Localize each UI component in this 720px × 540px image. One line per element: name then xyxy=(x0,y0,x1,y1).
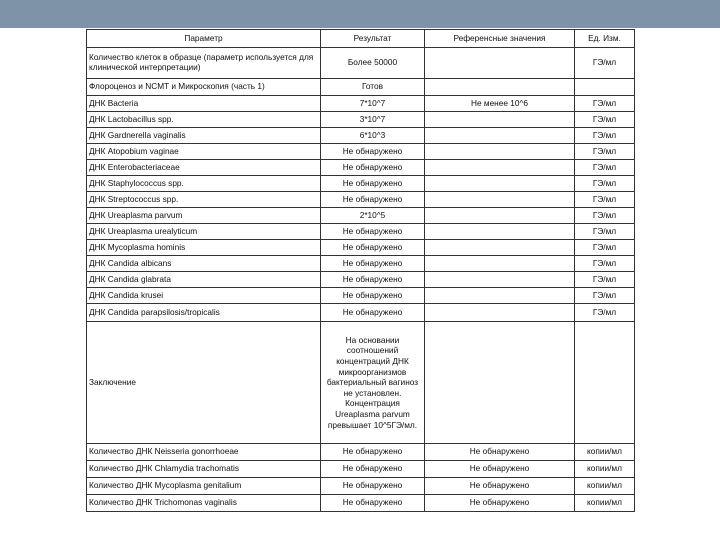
table-row xyxy=(87,444,635,461)
row-unit: ГЭ/мл xyxy=(575,304,635,322)
row-parameter: ДНК Ureaplasma parvum xyxy=(87,208,321,224)
row-result: Не обнаружено xyxy=(321,461,425,478)
table-row xyxy=(87,304,635,322)
row-reference: Не обнаружено xyxy=(425,478,575,495)
row-result: Не обнаружено xyxy=(321,304,425,322)
row-parameter: Количество ДНК Chlamydia trachomatis xyxy=(87,461,321,478)
row-unit: ГЭ/мл xyxy=(575,112,635,128)
row-parameter: ДНК Candida albicans xyxy=(87,256,321,272)
row-parameter: ДНК Streptococcus spp. xyxy=(87,192,321,208)
row-unit: копии/мл xyxy=(575,478,635,495)
table-row xyxy=(87,461,635,478)
row-reference xyxy=(425,48,575,79)
row-parameter: ДНК Candida krusei xyxy=(87,288,321,304)
row-reference xyxy=(425,224,575,240)
row-reference xyxy=(425,192,575,208)
conclusion-unit-empty xyxy=(575,322,635,444)
table-row xyxy=(87,144,635,160)
row-parameter: ДНК Ureaplasma urealyticum xyxy=(87,224,321,240)
row-unit: ГЭ/мл xyxy=(575,224,635,240)
row-unit: ГЭ/мл xyxy=(575,288,635,304)
conclusion-row xyxy=(87,322,635,444)
top-banner xyxy=(0,0,720,28)
table-row xyxy=(87,240,635,256)
conclusion-text: На основании соотношений концентраций ДНК микроорганизмов бактериальный вагиноз не установлен. Концентрация Ureaplasma parvum превышает 10^5ГЭ/мл. xyxy=(321,322,425,444)
table-row xyxy=(87,478,635,495)
table-header-row xyxy=(87,30,635,48)
row-parameter: ДНК Staphylococcus spp. xyxy=(87,176,321,192)
row-reference xyxy=(425,112,575,128)
table-row xyxy=(87,192,635,208)
row-result: Не обнаружено xyxy=(321,224,425,240)
row-unit: ГЭ/мл xyxy=(575,128,635,144)
row-unit xyxy=(575,79,635,96)
row-parameter: Количество клеток в образце (параметр используется для клинической интерпретации) xyxy=(87,48,321,79)
table-row xyxy=(87,96,635,112)
row-reference xyxy=(425,288,575,304)
row-result: 2*10^5 xyxy=(321,208,425,224)
table-row xyxy=(87,128,635,144)
row-result: Готов xyxy=(321,79,425,96)
row-reference: Не обнаружено xyxy=(425,444,575,461)
row-result: 7*10^7 xyxy=(321,96,425,112)
row-reference xyxy=(425,176,575,192)
row-reference xyxy=(425,160,575,176)
table-row xyxy=(87,208,635,224)
table-row xyxy=(87,224,635,240)
row-parameter: ДНК Atopobium vaginae xyxy=(87,144,321,160)
row-result: Не обнаружено xyxy=(321,192,425,208)
table-row xyxy=(87,176,635,192)
row-parameter: ДНК Lactobacillus spp. xyxy=(87,112,321,128)
row-unit: ГЭ/мл xyxy=(575,256,635,272)
row-result: Не обнаружено xyxy=(321,256,425,272)
table-row xyxy=(87,48,635,79)
conclusion-reference-empty xyxy=(425,322,575,444)
row-parameter: Количество ДНК Neisseria gonorrhoeae xyxy=(87,444,321,461)
row-unit: ГЭ/мл xyxy=(575,96,635,112)
row-unit: ГЭ/мл xyxy=(575,272,635,288)
header-parameter: Параметр xyxy=(87,30,321,48)
row-result: 3*10^7 xyxy=(321,112,425,128)
row-reference xyxy=(425,144,575,160)
row-unit: копии/мл xyxy=(575,495,635,512)
row-result: Не обнаружено xyxy=(321,288,425,304)
row-result: Не обнаружено xyxy=(321,272,425,288)
row-unit: ГЭ/мл xyxy=(575,48,635,79)
table-row xyxy=(87,160,635,176)
row-unit: ГЭ/мл xyxy=(575,176,635,192)
row-reference xyxy=(425,208,575,224)
row-result: Не обнаружено xyxy=(321,478,425,495)
table-row xyxy=(87,256,635,272)
row-reference: Не обнаружено xyxy=(425,461,575,478)
row-result: Не обнаружено xyxy=(321,176,425,192)
table-row xyxy=(87,495,635,512)
row-reference: Не менее 10^6 xyxy=(425,96,575,112)
row-reference xyxy=(425,240,575,256)
row-reference xyxy=(425,79,575,96)
table-row xyxy=(87,272,635,288)
row-parameter: ДНК Bacteria xyxy=(87,96,321,112)
conclusion-label: Заключение xyxy=(87,322,321,444)
row-unit: копии/мл xyxy=(575,444,635,461)
row-result: Более 50000 xyxy=(321,48,425,79)
row-reference xyxy=(425,304,575,322)
row-result: Не обнаружено xyxy=(321,444,425,461)
row-result: Не обнаружено xyxy=(321,144,425,160)
row-parameter: Флороценоз и NCMT и Микроскопия (часть 1) xyxy=(87,79,321,96)
row-unit: ГЭ/мл xyxy=(575,208,635,224)
header-reference: Референсные значения xyxy=(425,30,575,48)
row-result: Не обнаружено xyxy=(321,160,425,176)
row-reference xyxy=(425,128,575,144)
table-row xyxy=(87,112,635,128)
row-parameter: Количество ДНК Mycoplasma genitalium xyxy=(87,478,321,495)
row-parameter: ДНК Candida parapsilosis/tropicalis xyxy=(87,304,321,322)
row-unit: ГЭ/мл xyxy=(575,144,635,160)
row-unit: копии/мл xyxy=(575,461,635,478)
row-unit: ГЭ/мл xyxy=(575,192,635,208)
row-parameter: Количество ДНК Trichomonas vaginalis xyxy=(87,495,321,512)
row-parameter: ДНК Enterobacteriaceae xyxy=(87,160,321,176)
table-row xyxy=(87,288,635,304)
header-result: Результат xyxy=(321,30,425,48)
row-parameter: ДНК Mycoplasma hominis xyxy=(87,240,321,256)
row-unit: ГЭ/мл xyxy=(575,160,635,176)
lab-results-table xyxy=(86,29,635,512)
table-row xyxy=(87,79,635,96)
header-unit: Ед. Изм. xyxy=(575,30,635,48)
row-unit: ГЭ/мл xyxy=(575,240,635,256)
row-result: Не обнаружено xyxy=(321,495,425,512)
row-parameter: ДНК Candida glabrata xyxy=(87,272,321,288)
row-reference xyxy=(425,272,575,288)
row-reference: Не обнаружено xyxy=(425,495,575,512)
row-result: Не обнаружено xyxy=(321,240,425,256)
row-parameter: ДНК Gardnerella vaginalis xyxy=(87,128,321,144)
row-result: 6*10^3 xyxy=(321,128,425,144)
row-reference xyxy=(425,256,575,272)
